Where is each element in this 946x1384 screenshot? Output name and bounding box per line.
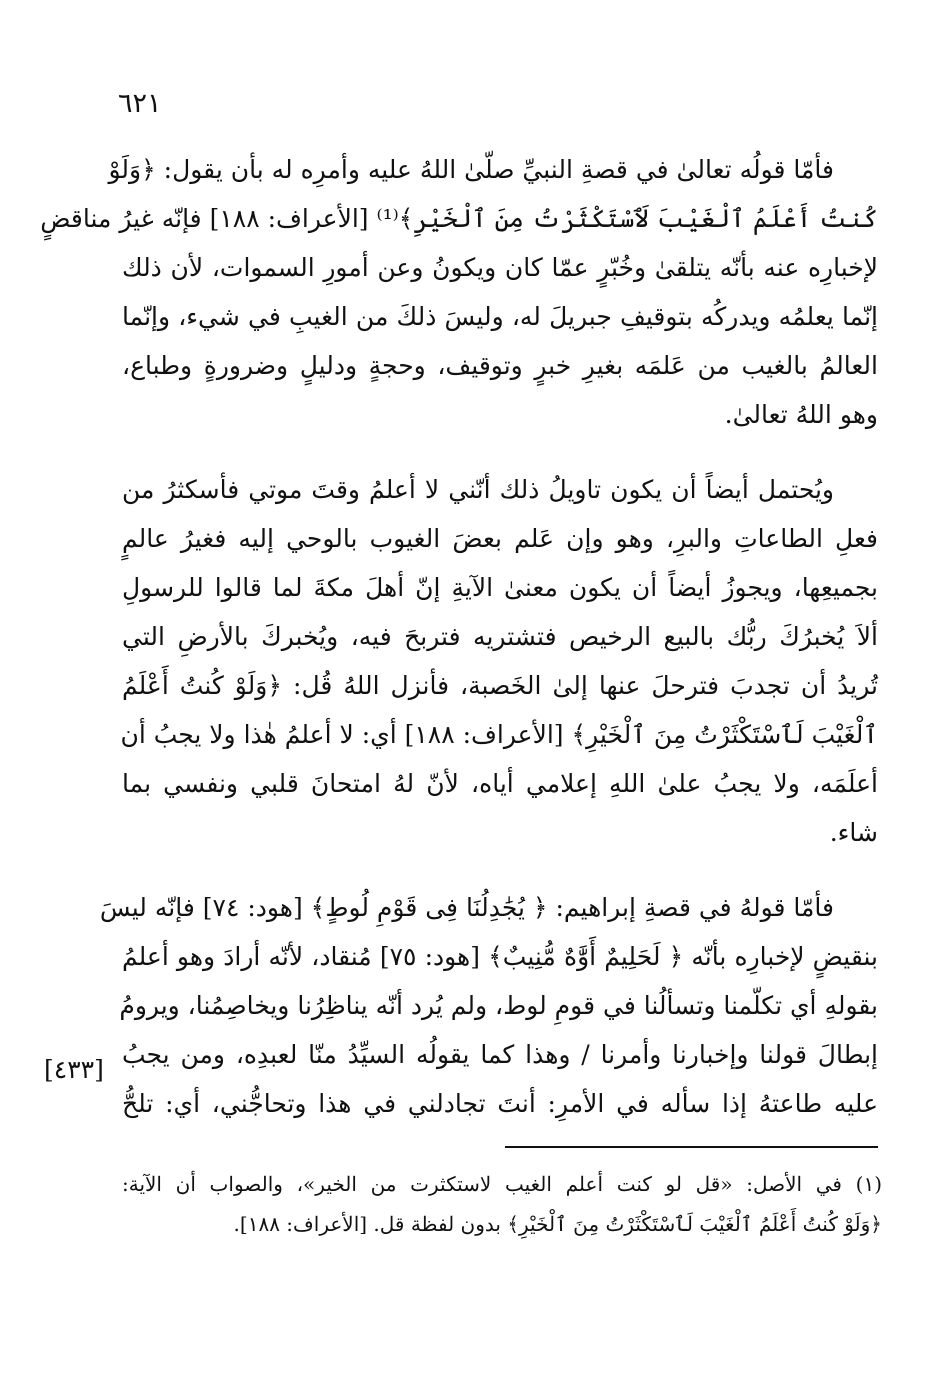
text-line: إبطالَ قولنا وإخبارنا وأمرنا / وهذا كما يقولُه السيِّدُ منّا لعبدِه، ومن يجبُ	[122, 1040, 878, 1069]
footnote-line: (١) في الأصل: «قل لو كنت أعلم الغيب لاستكثرت من الخير»، والصواب أن الآية:	[122, 1172, 882, 1196]
text-line: إنّما يعلمُه ويدركُه بتوقيفِ جبريلَ له، وليسَ ذلكَ من الغيبِ في شيء، وإنّما	[122, 302, 878, 331]
text-line: ألاَ يُخبرُكَ ربُّك بالبيع الرخيص فتشتريه فتربحَ فيه، ويُخبركَ بالأرضِ التي	[122, 622, 878, 651]
text-line: كُنتُ أَعْلَمُ ٱلْغَيْبَ لَٱسْتَكْثَرْتُ مِنَ ٱلْخَيْرِ﴾⁽¹⁾ [الأعراف: ١٨٨] فإنّه غيرُ مناقضٍ	[40, 204, 878, 233]
text-line: العالمُ بالغيب من عَلمَه بغيرِ خبرٍ وتوقيف، وحجةٍ ودليلٍ وضرورةٍ وطباع،	[122, 351, 878, 380]
paragraph-1	[40, 145, 878, 439]
text-line: بقولهِ أي تكلّمنا وتسألُنا في قومِ لوط، ولم يُرد أنّه يناظِرُنا ويخاصِمُنا، ويرومُ	[119, 991, 878, 1020]
paragraph-3	[99, 883, 878, 1128]
text-line: ويُحتمل أيضاً أن يكون تاويلُ ذلك أنّني لا أعلمُ وقتَ موتي فأسكثرُ من	[122, 475, 834, 504]
text-line: تُريدُ أن تجدبَ فترحلَ عنها إلىٰ الخَصبة، فأنزل اللهُ قُل: ﴿وَلَوْ كُنتُ أَعْلَمُ	[122, 671, 878, 700]
text-line: عليه طاعتهُ إذا سأله في الأمرِ: أنتَ تجادلني في هذا وتحاجُّني، أي: تلحُّ	[122, 1089, 878, 1118]
text-line: فأمّا قولهُ في قصةِ إبراهيم: ﴿ يُجَٰدِلُنَا فِى قَوْمِ لُوطٍ﴾ [هود: ٧٤] فإنّه ليسَ	[99, 893, 834, 922]
page-number: ٦٢١	[118, 88, 162, 119]
paragraph-2	[122, 465, 878, 857]
text-line: فأمّا قولُه تعالىٰ في قصةِ النبيِّ صلّىٰ اللهُ عليه وأمرِه له بأن يقول: ﴿وَلَوْ	[108, 155, 834, 184]
text-line: بنقيضٍ لإخبارِه بأنّه ﴿ لَحَلِيمٌ أَوَّٰهٌ مُّنِيبٌ﴾ [هود: ٧٥] مُنقاد، لأنّه أرادَ وهو أعلمُ	[122, 942, 878, 971]
text-line: ٱلْغَيْبَ لَٱسْتَكْثَرْتُ مِنَ ٱلْخَيْرِ﴾ [الأعراف: ١٨٨] أي: لا أعلمُ هٰذا ولا يجبُ أن	[120, 720, 878, 749]
text-line: أعلَمَه، ولا يجبُ علىٰ اللهِ إعلامي أياه، لأنّ لهُ امتحانَ قلبي ونفسي بما	[122, 769, 878, 798]
text-line: وهو اللهُ تعالىٰ.	[724, 400, 878, 429]
footnote-line: ﴿وَلَوْ كُنتُ أَعْلَمُ ٱلْغَيْبَ لَٱسْتَكْثَرْتُ مِنَ ٱلْخَيْرِ﴾ بدون لفظة قل. [الأعراف: ١٨٨].	[233, 1212, 882, 1236]
text-line: فعلِ الطاعاتِ والبرِ، وهو وإن عَلم بعضَ الغيوب بالوحي إليه فغيرُ عالمٍ	[122, 524, 878, 553]
footnotes	[122, 1164, 882, 1244]
text-line: بجميعِها، ويجوزُ أيضاً أن يكون معنىٰ الآيةِ إنّ أهلَ مكةَ لما قالوا للرسولِ	[122, 573, 878, 602]
manuscript-folio-marker: [٤٣٣]	[44, 1055, 104, 1084]
footnote-separator	[505, 1146, 878, 1148]
text-line: شاء.	[829, 818, 878, 847]
text-line: لإخبارِه عنه بأنّه يتلقىٰ وخُبّرٍ عمّا كان ويكونُ وعن أمورِ السموات، لأن ذلك	[122, 253, 878, 282]
